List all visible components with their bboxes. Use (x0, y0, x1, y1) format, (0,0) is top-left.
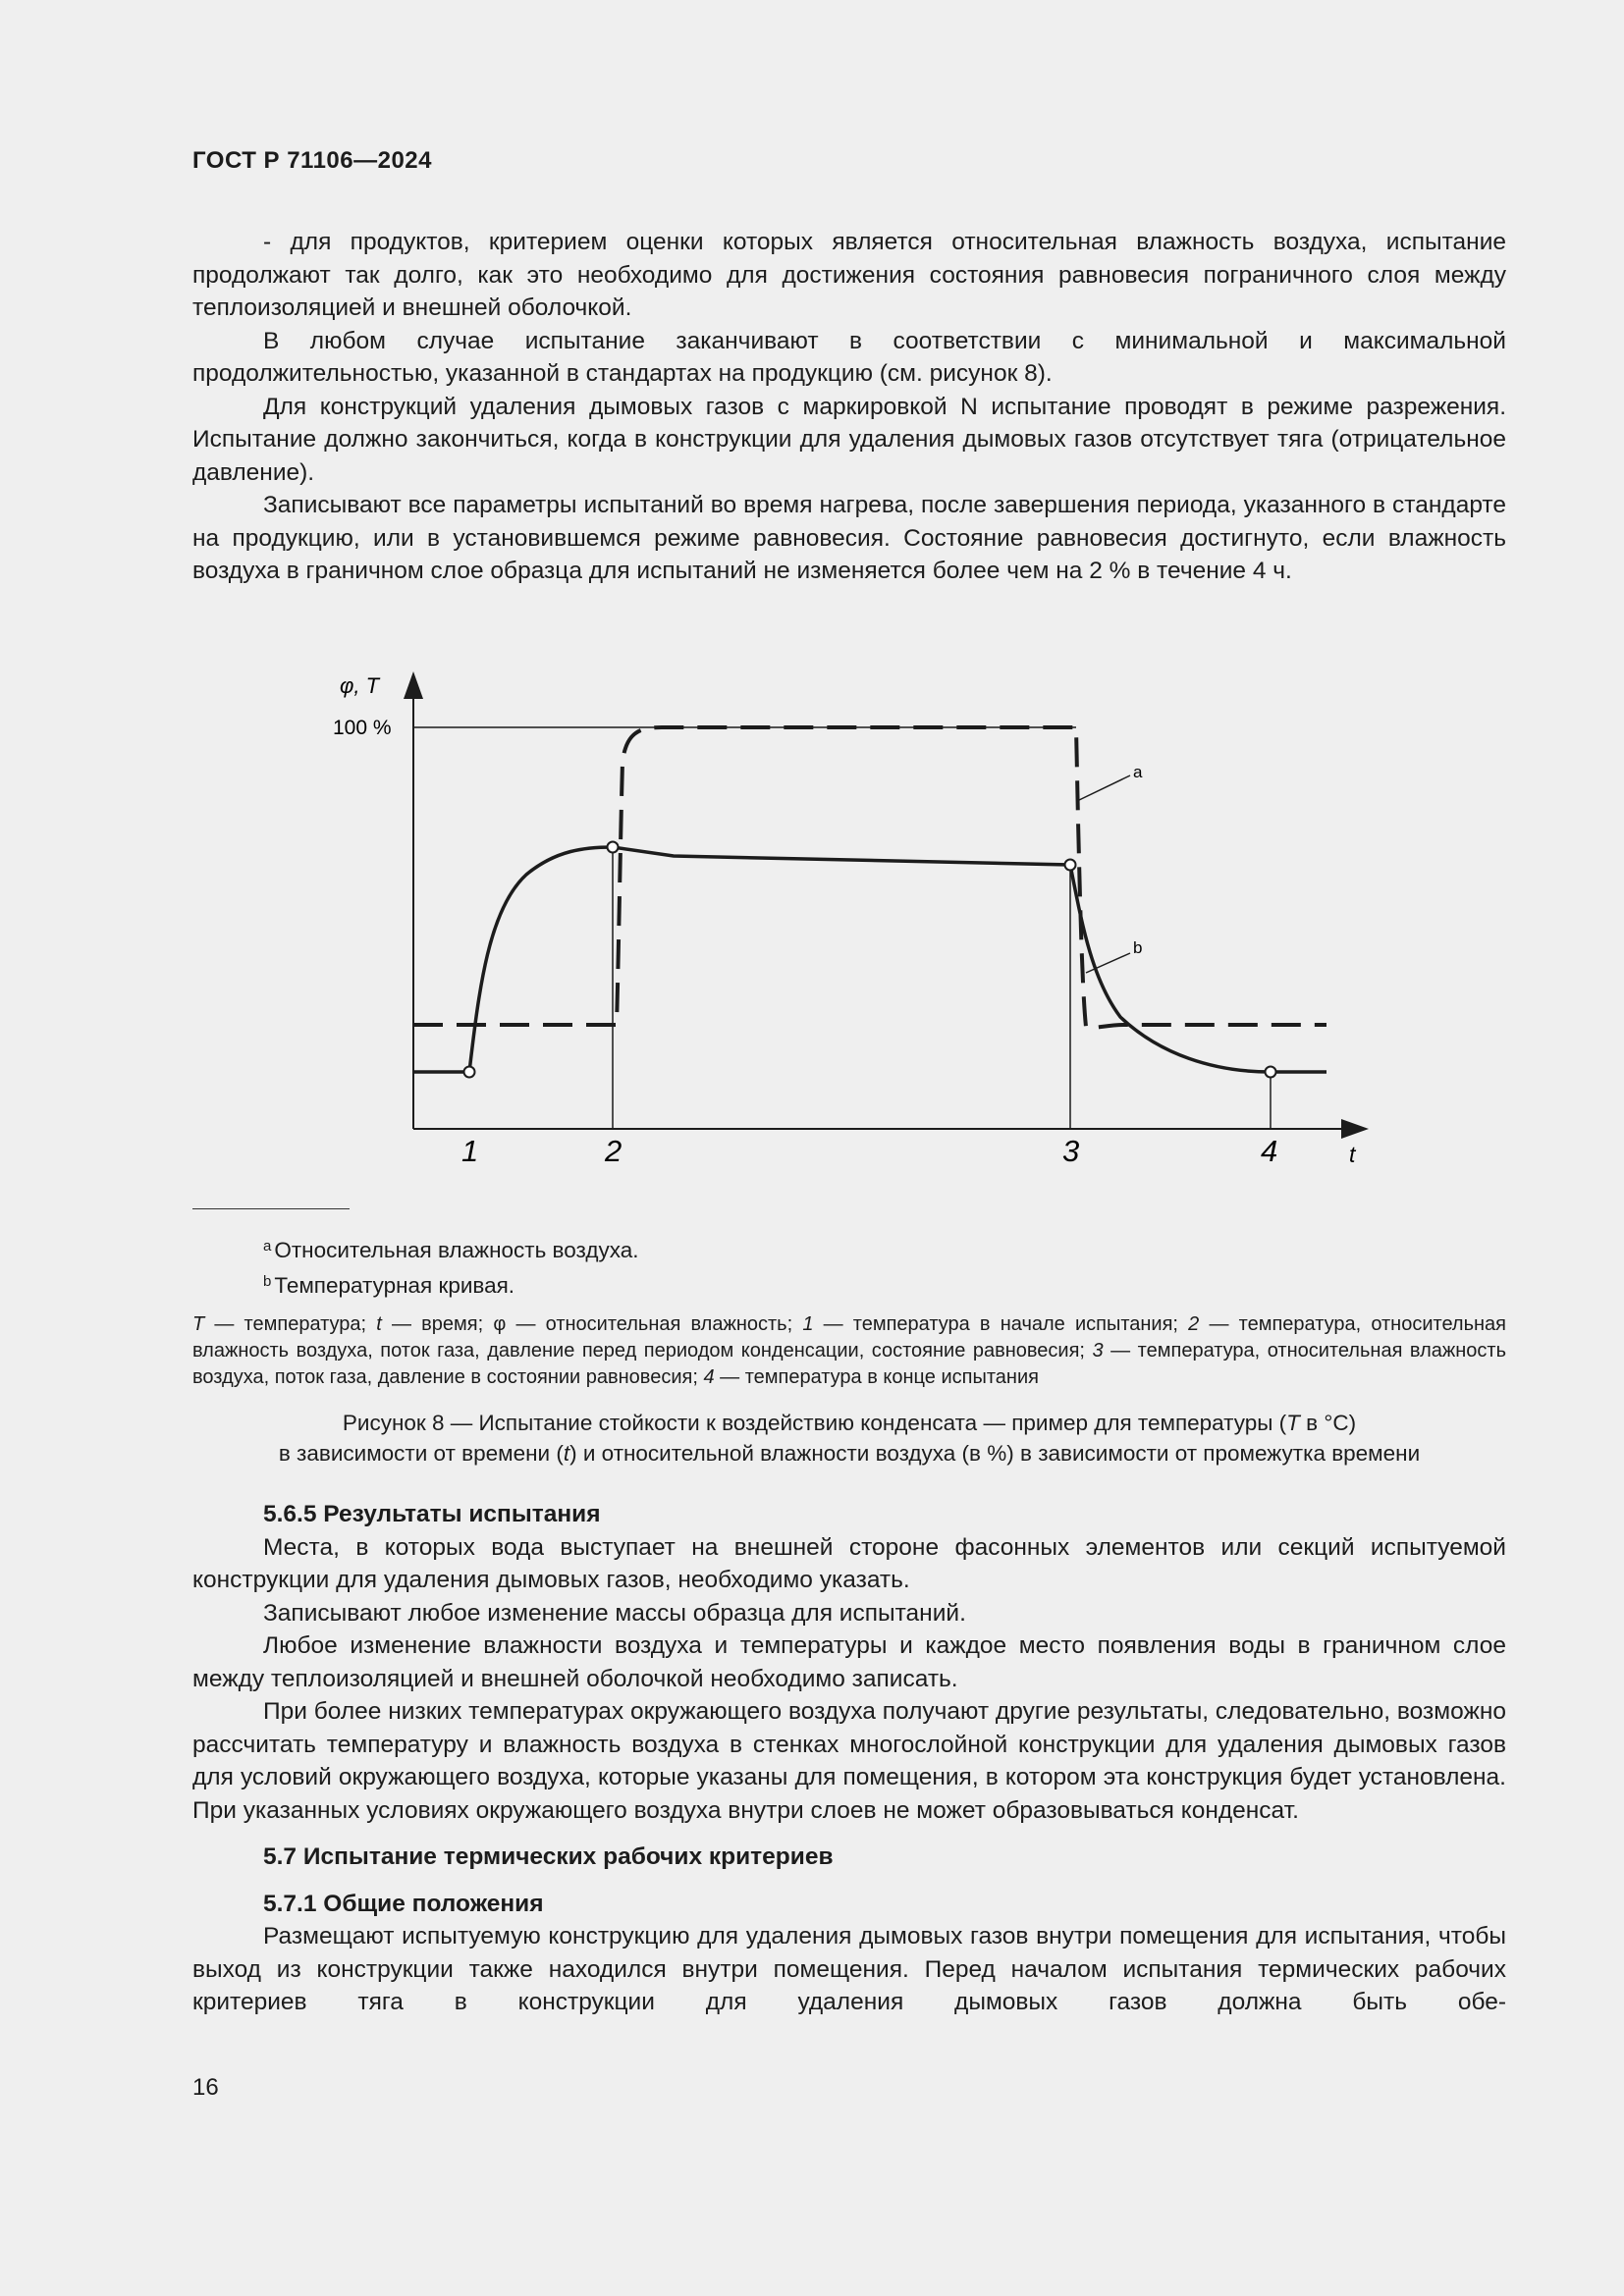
x-tick-2: 2 (605, 1134, 623, 1168)
page-number: 16 (192, 2074, 219, 2101)
x-tick-4: 4 (1261, 1134, 1278, 1168)
paragraph: Записывают все параметры испытаний во время нагрева, после завершения периода, указанного в стандарте на продукцию, или в установившемся режиме равновесия. Состояние равновесия достигнуто, если влажность воздуха в граничном слое образца для испытаний не изменяется более чем на 2 % в течение 4 ч. (192, 492, 1506, 584)
figure-8-chart (192, 664, 1420, 1194)
x-axis-label: t (1349, 1142, 1356, 1167)
temperature-curve-b (413, 847, 1326, 1072)
point-4 (1266, 1067, 1276, 1078)
leader-a (1077, 775, 1130, 801)
paragraph: Для конструкций удаления дымовых газов с маркировкой N испытание проводят в режиме разрежения. Испытание должно закончиться, когда в конструкции для удаления дымовых газов отсутствует тяга (отрицательное давление). (192, 393, 1506, 486)
paragraph: Любое изменение влажности воздуха и температуры и каждое место появления воды в граничном слое между теплоизоляцией и внешней оболочкой необходимо записать. (192, 1632, 1506, 1692)
paragraph: Записывают любое изменение массы образца для испытаний. (263, 1599, 966, 1627)
document-header: ГОСТ Р 71106—2024 (192, 147, 432, 174)
paragraph: - для продуктов, критерием оценки которых является относительная влажность воздуха, испытание продолжают так долго, как это необходимо для достижения состояния равновесия пограничного слоя между теплоизоляцией и внешней оболочкой. (192, 229, 1506, 321)
y-axis-label: φ, T (340, 673, 380, 698)
results-text (192, 1498, 1506, 2019)
point-3 (1065, 860, 1076, 871)
paragraph: Места, в которых вода выступает на внешней стороне фасонных элементов или секций испытуемой конструкции для удаления дымовых газов, необходимо указать. (192, 1533, 1506, 1593)
y-tick-label: 100 % (333, 717, 392, 739)
intro-text (192, 226, 1506, 588)
paragraph: Размещают испытуемую конструкцию для удаления дымовых газов внутри помещения для испытания, чтобы выход из конструкции также находился внутри помещения. Перед началом испытания термических рабочих критериев тяга в конструкции для удаления дымовых газов должна быть обе- (192, 1923, 1506, 2015)
figure-footnotes (263, 1231, 638, 1302)
footnote-a: $^a$ Относительная влажность воздуха. (263, 1238, 639, 1262)
section-heading: 5.7.1 Общие положения (263, 1890, 544, 1917)
x-tick-3: 3 (1062, 1134, 1080, 1168)
point-2 (608, 842, 619, 853)
curve-label-a: a (1133, 763, 1143, 781)
section-heading: 5.7 Испытание термических рабочих критериев (263, 1843, 834, 1870)
figure-legend: T — температура; t — время; φ — относительная влажность; 1 — температура в начале испытания; 2 — температура, относительная влажность воздуха, поток газа, давление перед периодом конденсации, состояние равновесия; 3 — температура, относительная влажность воздуха, поток газа, давление в состоянии равновесия; 4 — температура в конце испытания (192, 1313, 1507, 1388)
paragraph: При более низких температурах окружающего воздуха получают другие результаты, следовательно, возможно рассчитать температуру и влажность воздуха в стенках многослойной конструкции для удаления дымовых газов для условий окружающего воздуха, которые указаны для помещения, в котором эта конструкция будет установлена. При указанных условиях окружающего воздуха внутри слоев не может образовываться конденсат. (192, 1698, 1506, 1824)
footnote-separator (192, 1208, 350, 1209)
point-1 (464, 1067, 475, 1078)
section-heading: 5.6.5 Результаты испытания (263, 1501, 601, 1527)
x-tick-1: 1 (461, 1134, 479, 1168)
paragraph: В любом случае испытание заканчивают в соответствии с минимальной и максимальной продолжительностью, указанной в стандартах на продукцию (см. рисунок 8). (192, 327, 1506, 387)
footnote-b: $^b$ Температурная кривая. (263, 1273, 515, 1298)
humidity-curve-a (413, 727, 1326, 1028)
curve-label-b: b (1133, 938, 1143, 957)
figure-caption: Рисунок 8 — Испытание стойкости к воздействию конденсата — пример для температуры (T в °C) в зависимости от времени (t) и относительной влажности воздуха (в %) в зависимости от промежутка времени (278, 1411, 1421, 1466)
